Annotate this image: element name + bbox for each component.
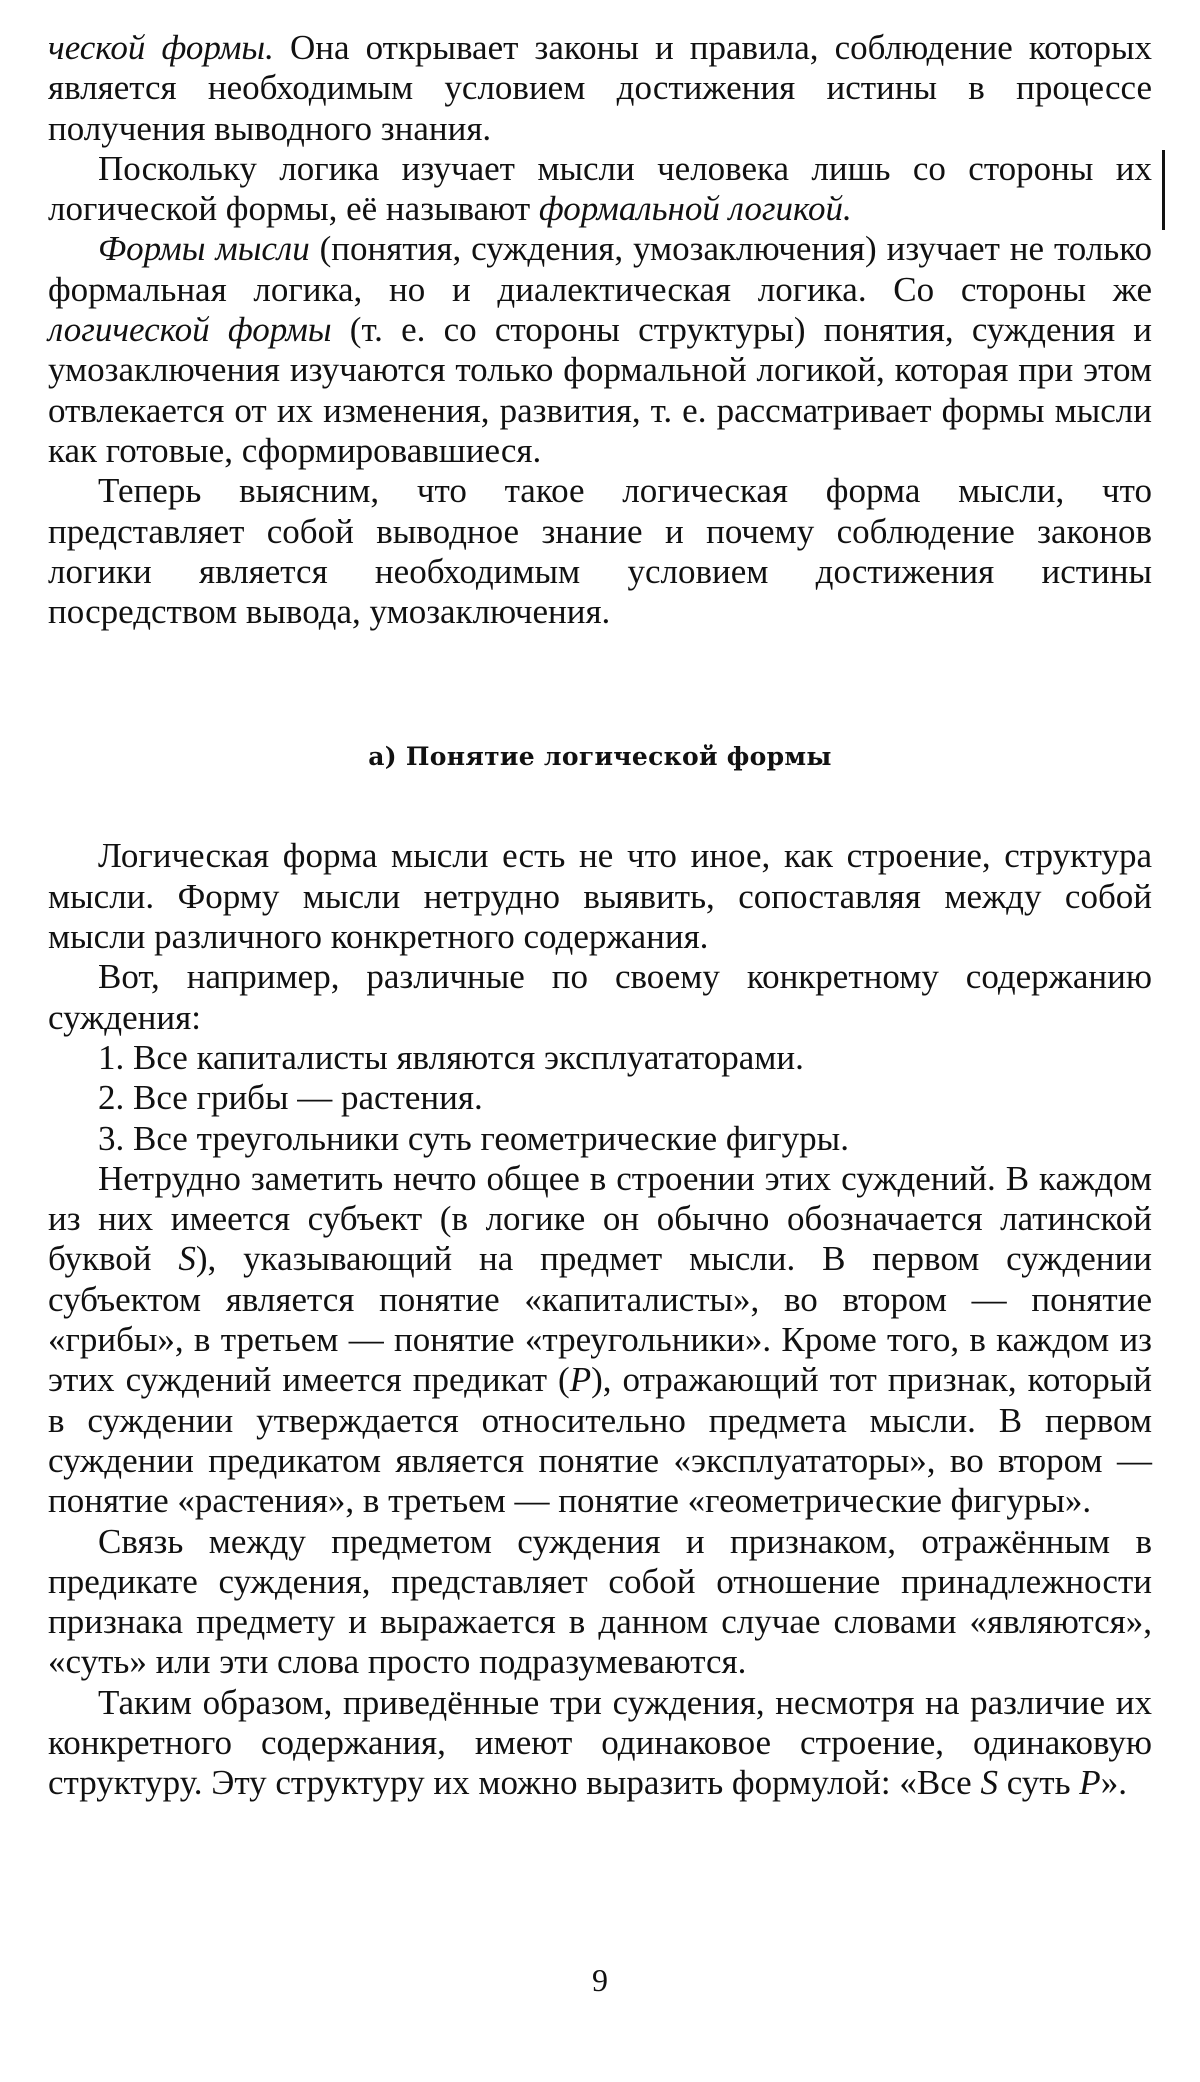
symbol-p: P [1079, 1763, 1101, 1803]
italic-fragment: ческой формы. [48, 28, 274, 67]
paragraph-subject-predicate [48, 1159, 1152, 1522]
paragraph-text: (понятия, суждения, умозаключения) изучает не только формальная логика, но и диалектическая логика. Со стороны же [48, 229, 1152, 309]
paragraph-text: Поскольку логика изучает мысли человека лишь со стороны их логической формы, её называют [48, 148, 1152, 229]
list-item: 3. Все треугольники суть геометрические фигуры. [98, 1118, 849, 1158]
italic-term: логической формы [48, 310, 332, 350]
paragraph-structure-definition: Логическая форма мысли есть не что иное, как строение, структура мысли. Форму мысли нетрудно выявить, сопоставляя между собой мысли различного конкретного содержания. [48, 836, 1152, 957]
paragraph-text: ), отражающий тот признак, который в суждении утверждается относительно предмета мысли. В первом суждении предикатом является понятие «эксплуататоры», во втором — понятие «растения», в третьем — понятие «геометрические фигуры». [48, 1360, 1153, 1521]
list-item: 1. Все капиталисты являются эксплуататорами. [98, 1037, 804, 1077]
paragraph-example-intro: Вот, например, различные по своему конкретному содержанию суждения: [48, 957, 1152, 1037]
paragraph-text: Нетрудно заметить нечто общее в строении этих суждений. В каждом из них имеется субъект (в логике он обычно обозначается латинской буквой [48, 1158, 1152, 1279]
paragraph-clarify [48, 471, 1152, 632]
paragraph-text: суть [997, 1763, 1080, 1803]
paragraph-formula [48, 1683, 1152, 1804]
paragraph-text: Таким образом, приведённые три суждения, несмотря на различие их конкретного содержания, имеют одинаковое строение, одинаковую структуру. Эту структуру их можно выразить формулой: «Все [48, 1682, 1152, 1803]
list-item: 2. Все грибы — растения. [98, 1078, 483, 1118]
paragraph-formal-logic [48, 149, 1152, 230]
italic-term: формальной логикой. [538, 189, 852, 229]
paragraph-logical-form-intro [48, 28, 1152, 149]
symbol-s: S [178, 1239, 196, 1279]
symbol-s: S [980, 1763, 998, 1803]
paragraph-text: (т. е. со стороны структуры) понятия, суждения и умозаключения изучаются только формальной логикой, которая при этом отвлекается от их изменения, развития, т. е. рассматривает формы мысли как готовые, сформировавшиеся. [48, 310, 1152, 470]
page-body [48, 28, 1152, 1804]
paragraph-text: Теперь выясним, что такое логическая форма мысли, что представляет собой выводное знание и почему соблюдение законов логики является необходимым условием достижения истины посредством вывода, умозаключения. [48, 471, 1152, 632]
paragraph-text: ». [1100, 1763, 1127, 1803]
paragraph-text: Она открывает законы и правила, соблюдение которых является необходимым условием достижения истины в процессе получения выводного знания. [48, 28, 1153, 148]
paragraph-relation: Связь между предметом суждения и признаком, отражённым в предикате суждения, представляет собой отношение принадлежности признака предмету и выражается в данном случае словами «являются», «суть» или эти слова просто подразумеваются. [48, 1521, 1152, 1682]
paragraph-text: ), указывающий на предмет мысли. В первом суждении субъектом является понятие «капиталисты», во втором — понятие «грибы», в третьем — понятие «треугольники». Кроме того, в каждом из этих суждений имеется предикат ( [48, 1239, 1152, 1400]
section-heading: а) Понятие логической формы [368, 742, 832, 772]
margin-mark [1162, 150, 1165, 230]
paragraph-forms-of-thought [48, 229, 1152, 471]
symbol-p: P [569, 1360, 592, 1400]
page-number: 9 [592, 1962, 608, 1998]
italic-term: Формы мысли [98, 229, 310, 269]
